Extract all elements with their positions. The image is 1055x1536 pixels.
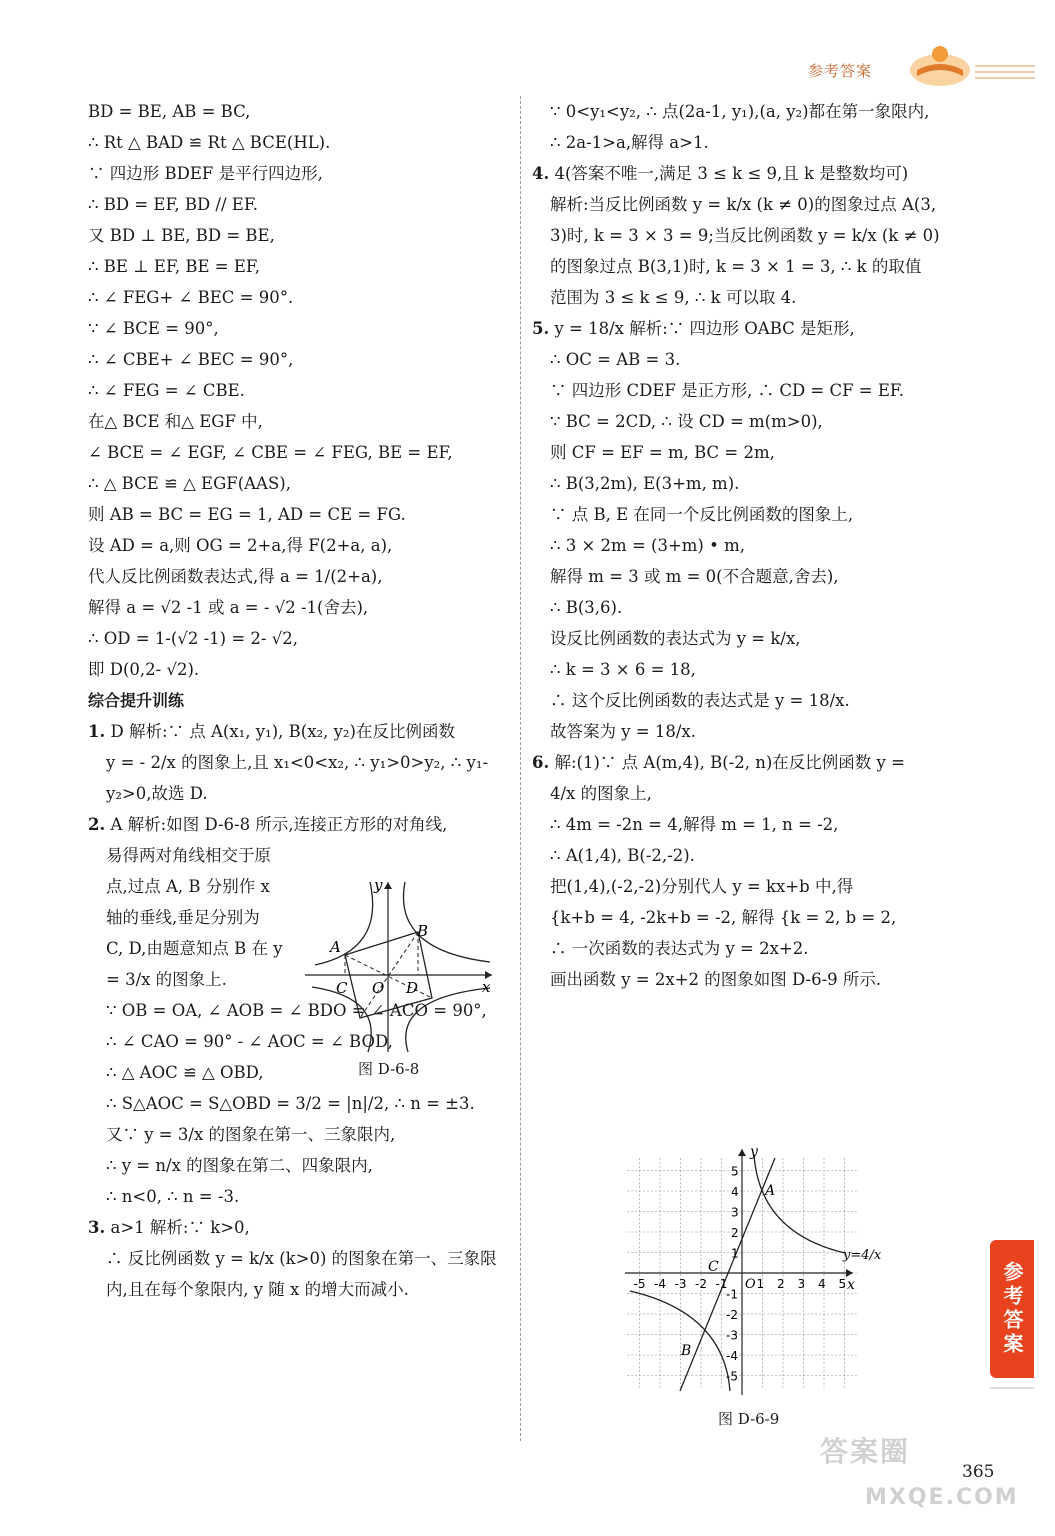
solution-line: ∴ A(1,4), B(-2,-2). xyxy=(550,846,695,865)
solution-line: ∴ ∠ CBE+ ∠ BEC = 90°, xyxy=(88,350,294,369)
solution-line: y₂>0,故选 D. xyxy=(106,784,208,803)
figure-caption: 图 D-6-9 xyxy=(718,1410,780,1428)
x-tick-label: 2 xyxy=(777,1277,785,1291)
side-tab-divider xyxy=(990,1387,1034,1389)
solution-line: 解析:当反比例函数 y = k/x (k ≠ 0)的图象过点 A(3, xyxy=(550,195,937,214)
solution-line: ∴ k = 3 × 6 = 18, xyxy=(550,660,696,679)
side-tab-answers: 参考答案 xyxy=(990,1240,1034,1378)
question-4 xyxy=(532,158,970,189)
solution-line: 内,且在每个象限内, y 随 x 的增大而减小. xyxy=(106,1280,409,1299)
point-label-o: O xyxy=(745,1277,756,1292)
y-tick-label: -5 xyxy=(726,1369,738,1384)
solution-line: 故答案为 y = 18/x. xyxy=(550,722,696,741)
solution-line: A 解析:如图 D-6-8 所示,连接正方形的对角线, xyxy=(110,815,448,834)
solution-line: 范围为 3 ≤ k ≤ 9, ∴ k 可以取 4. xyxy=(550,288,797,307)
solution-line: 易得两对角线相交于原 xyxy=(106,846,271,865)
solution-line: ∵ 四边形 BDEF 是平行四边形, xyxy=(88,164,323,183)
point-label-a: A xyxy=(765,1183,776,1199)
x-tick-label: -4 xyxy=(654,1277,666,1291)
x-tick-label: -2 xyxy=(695,1277,707,1291)
book-logo-icon xyxy=(905,40,975,90)
y-tick-label: 3 xyxy=(731,1205,739,1220)
y-tick-label: -1 xyxy=(726,1287,738,1302)
solution-line: 设 AD = a,则 OG = 2+a,得 F(2+a, a), xyxy=(88,536,393,555)
solution-line: ∴ ∠ FEG+ ∠ BEC = 90°. xyxy=(88,288,294,307)
x-tick-label: -3 xyxy=(674,1277,687,1291)
y-tick-label: 5 xyxy=(731,1164,739,1179)
solution-line: ∴ y = n/x 的图象在第二、四象限内, xyxy=(106,1156,373,1175)
axis-label-y: y xyxy=(750,1144,758,1160)
solution-line: y = - 2/x 的图象上,且 x₁<0<x₂, ∴ y₁>0>y₂, ∴ y₁- xyxy=(106,753,489,772)
solution-line: 画出函数 y = 2x+2 的图象如图 D-6-9 所示. xyxy=(550,970,882,989)
solution-line: ∴ B(3,2m), E(3+m, m). xyxy=(550,474,740,493)
solution-line: a>1 解析:∵ k>0, xyxy=(110,1218,250,1237)
solution-line: ∴ 一次函数的表达式为 y = 2x+2. xyxy=(550,939,809,958)
solution-line: 的图象过点 B(3,1)时, k = 3 × 1 = 3, ∴ k 的取值 xyxy=(550,257,922,276)
solution-line: 解:(1)∵ 点 A(m,4), B(-2, n)在反比例函数 y = xyxy=(554,753,905,772)
solution-line: C, D,由题意知点 B 在 y xyxy=(106,939,283,958)
solution-line: ∴ 反比例函数 y = k/x (k>0) 的图象在第一、三象限 xyxy=(106,1249,497,1268)
solution-line: ∴ BE ⊥ EF, BE = EF, xyxy=(88,257,260,276)
figure-d-6-9 xyxy=(625,1143,895,1403)
x-tick-label: -1 xyxy=(715,1277,728,1291)
question-1 xyxy=(88,716,508,747)
solution-line: ∴ OD = 1-(√2 -1) = 2- √2, xyxy=(88,629,298,648)
question-6 xyxy=(532,747,970,778)
y-tick-label: 4 xyxy=(731,1185,739,1199)
y-tick-label: -2 xyxy=(726,1308,738,1322)
section-title: 综合提升训练 xyxy=(88,691,185,710)
question-5 xyxy=(532,313,970,344)
point-label-c: C xyxy=(336,979,348,997)
x-tick-label: 1 xyxy=(756,1277,765,1291)
solution-line: ∴ Rt △ BAD ≌ Rt △ BCE(HL). xyxy=(88,133,331,152)
solution-line: ∴ △ BCE ≌ △ EGF(AAS), xyxy=(88,474,291,493)
solution-line: 4(答案不唯一,满足 3 ≤ k ≤ 9,且 k 是整数均可) xyxy=(554,164,909,183)
solution-line: 把(1,4),(-2,-2)分别代人 y = kx+b 中,得 xyxy=(550,877,854,896)
x-tick-label: 4 xyxy=(818,1277,826,1291)
y-tick-label: 1 xyxy=(731,1246,739,1261)
y-tick-label: 2 xyxy=(731,1226,739,1240)
header-decoration xyxy=(975,65,1035,83)
axis-label-x: x xyxy=(847,1277,855,1293)
point-label-c: C xyxy=(708,1259,719,1275)
question-2 xyxy=(88,809,508,840)
curve-label: y=4/x xyxy=(843,1248,882,1263)
question-number: 3. xyxy=(88,1218,106,1237)
x-tick-label: 5 xyxy=(838,1277,847,1291)
question-number: 4. xyxy=(532,164,550,183)
solution-line: ∵ OB = OA, ∠ AOB = ∠ BDO = ∠ ACO = 90°, xyxy=(106,1001,487,1020)
solution-line: = 3/x 的图象上. xyxy=(106,970,227,989)
solution-line: D 解析:∵ 点 A(x₁, y₁), B(x₂, y₂)在反比例函数 xyxy=(110,722,455,741)
solution-line: ∵ ∠ BCE = 90°, xyxy=(88,319,219,338)
solution-line: 3)时, k = 3 × 3 = 9;当反比例函数 y = k/x (k ≠ 0) xyxy=(550,226,940,245)
solution-line: ∴ OC = AB = 3. xyxy=(550,350,681,369)
solution-line: ∵ 四边形 CDEF 是正方形, ∴ CD = CF = EF. xyxy=(550,381,905,400)
solution-line: y = 18/x 解析:∵ 四边形 OABC 是矩形, xyxy=(554,319,855,338)
question-number: 6. xyxy=(532,753,550,772)
solution-line: 又∵ y = 3/x 的图象在第一、三象限内, xyxy=(106,1125,396,1144)
solution-line: ∴ B(3,6). xyxy=(550,598,623,617)
x-tick-label: -5 xyxy=(633,1277,646,1291)
solution-line: 又 BD ⊥ BE, BD = BE, xyxy=(88,226,275,245)
solution-line: 即 D(0,2- √2). xyxy=(88,660,200,679)
point-label-o: O xyxy=(372,979,385,997)
solution-line: ∴ ∠ FEG = ∠ CBE. xyxy=(88,381,245,400)
solution-line: 设反比例函数的表达式为 y = k/x, xyxy=(550,629,801,648)
solution-line: ∴ 4m = -2n = 4,解得 m = 1, n = -2, xyxy=(550,815,839,834)
solution-line: ∴ BD = EF, BD // EF. xyxy=(88,195,258,214)
axis-label-y: y xyxy=(374,876,383,894)
header-section-tag: 参考答案 xyxy=(808,62,873,80)
left-column xyxy=(88,96,508,1305)
solution-line: ∴ 这个反比例函数的表达式是 y = 18/x. xyxy=(550,691,850,710)
solution-line: ∴ S△AOC = S△OBD = 3/2 = |n|/2, ∴ n = ±3. xyxy=(106,1094,475,1113)
right-column xyxy=(532,96,970,995)
solution-line: ∵ 点 B, E 在同一个反比例函数的图象上, xyxy=(550,505,854,524)
axis-label-x: x xyxy=(482,978,491,996)
solution-line: ∴ ∠ CAO = 90° - ∠ AOC = ∠ BOD, xyxy=(106,1032,393,1051)
solution-line: 点,过点 A, B 分别作 x xyxy=(106,877,270,896)
question-number: 5. xyxy=(532,319,550,338)
solution-line: 代人反比例函数表达式,得 a = 1/(2+a), xyxy=(88,567,383,586)
solution-line: 解得 m = 3 或 m = 0(不合题意,舍去), xyxy=(550,567,839,586)
point-label-b: B xyxy=(681,1343,692,1359)
page-number: 365 xyxy=(962,1462,995,1482)
solution-line: {k+b = 4, -2k+b = -2, 解得 {k = 2, b = 2, xyxy=(550,908,897,927)
solution-line: 轴的垂线,垂足分别为 xyxy=(106,908,260,927)
solution-line: 则 AB = BC = EG = 1, AD = CE = FG. xyxy=(88,505,406,524)
solution-line: 则 CF = EF = m, BC = 2m, xyxy=(550,443,775,462)
solution-line: ∠ BCE = ∠ EGF, ∠ CBE = ∠ FEG, BE = EF, xyxy=(88,443,453,462)
solution-line: ∴ △ AOC ≌ △ OBD, xyxy=(106,1063,264,1082)
point-label-a: A xyxy=(330,938,341,956)
solution-line: ∴ 3 × 2m = (3+m) • m, xyxy=(550,536,745,555)
question-3 xyxy=(88,1212,508,1243)
solution-line: 在△ BCE 和△ EGF 中, xyxy=(88,412,263,431)
solution-line: 解得 a = √2 -1 或 a = - √2 -1(舍去), xyxy=(88,598,369,617)
solution-line: ∵ 0<y₁<y₂, ∴ 点(2a-1, y₁),(a, y₂)都在第一象限内, xyxy=(550,102,930,121)
x-tick-label: 3 xyxy=(797,1277,806,1291)
point-label-b: B xyxy=(417,922,429,940)
solution-line: 4/x 的图象上, xyxy=(550,784,652,803)
point-label-d: D xyxy=(406,979,419,997)
solution-line: ∴ n<0, ∴ n = -3. xyxy=(106,1187,240,1206)
watermark-url: MXQE.COM xyxy=(865,1485,1019,1510)
y-tick-label: -4 xyxy=(726,1349,738,1363)
solution-line: BD = BE, AB = BC, xyxy=(88,102,251,121)
watermark: 答案圈 xyxy=(820,1435,911,1468)
figure-d-6-8 xyxy=(300,870,500,1055)
question-number: 1. xyxy=(88,722,106,741)
y-tick-label: -3 xyxy=(726,1328,738,1343)
solution-line: ∴ 2a-1>a,解得 a>1. xyxy=(550,133,709,152)
column-divider xyxy=(520,96,521,1441)
figure-caption: 图 D-6-8 xyxy=(358,1060,420,1078)
solution-line: ∵ BC = 2CD, ∴ 设 CD = m(m>0), xyxy=(550,412,823,431)
question-number: 2. xyxy=(88,815,106,834)
